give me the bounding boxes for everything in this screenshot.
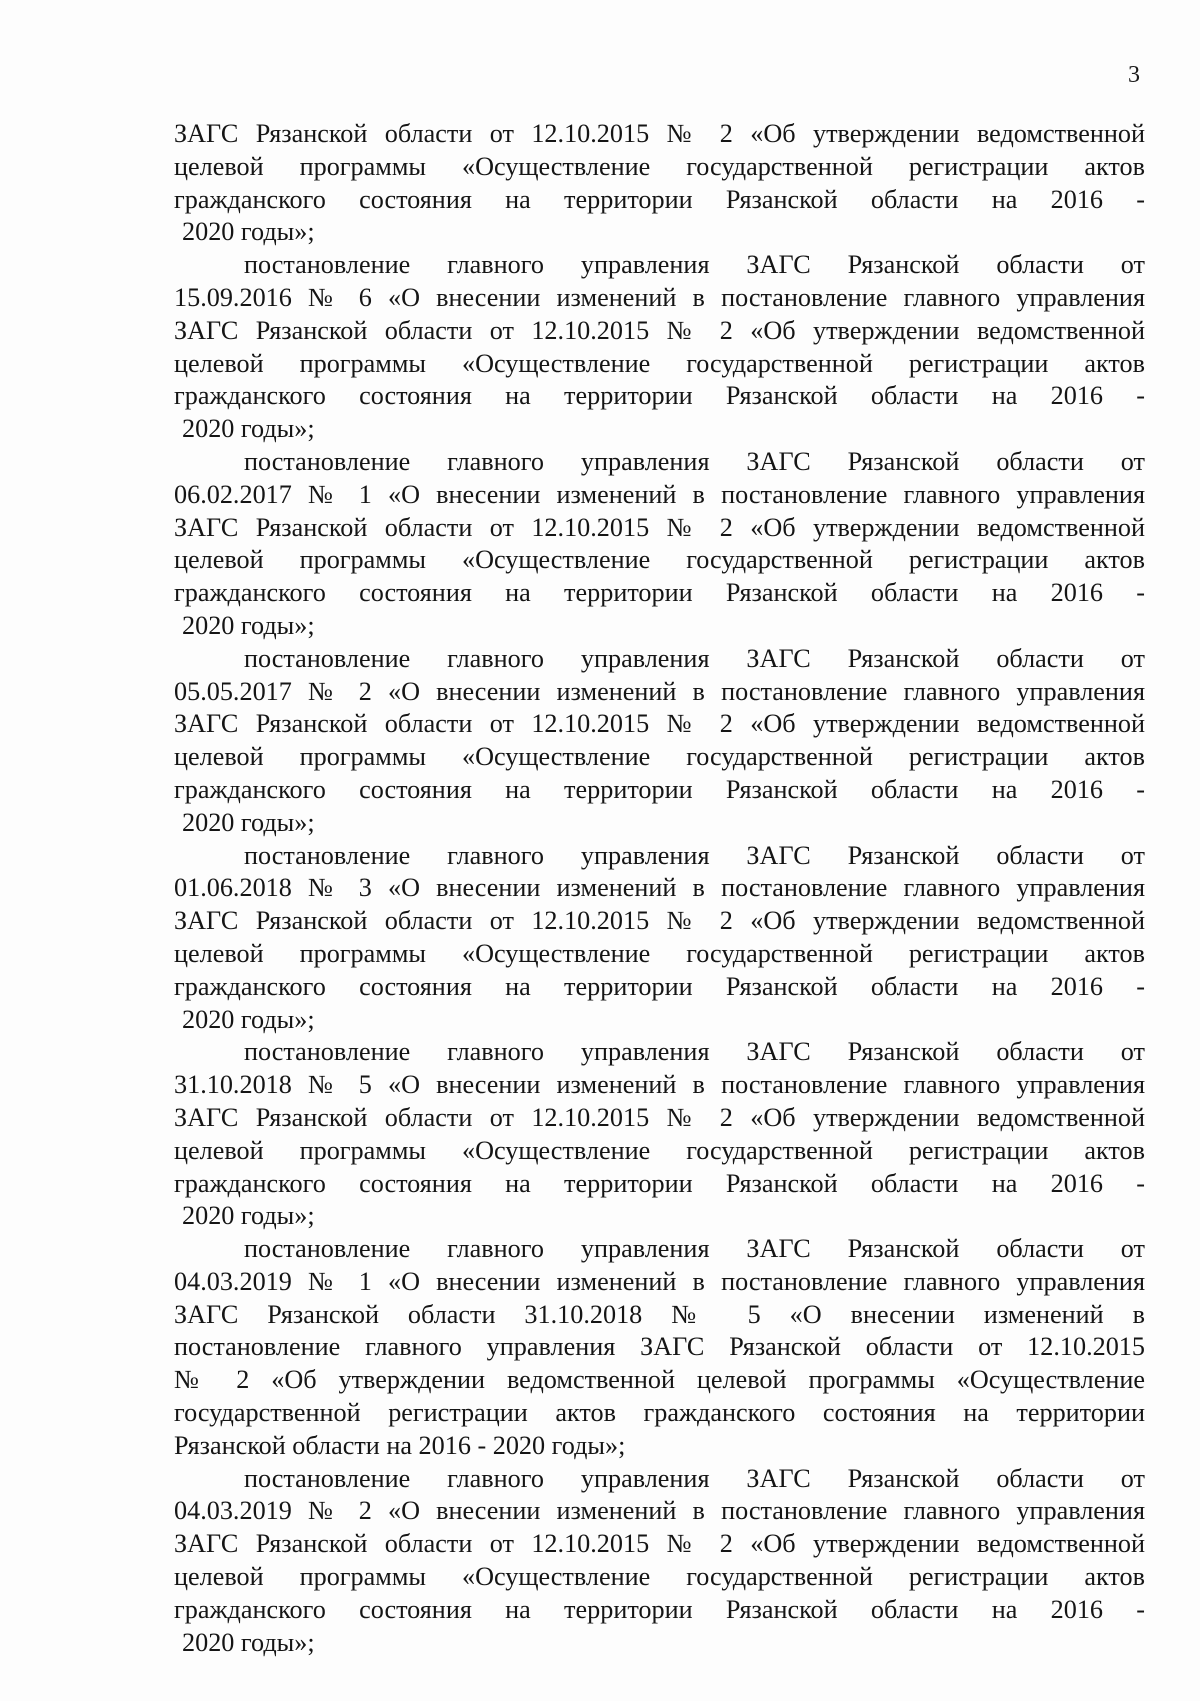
text-line: гражданского состояния на территории Рязанской области на 2016 - [174,184,1145,214]
paragraph-first-line: постановление главного управления ЗАГС Рязанской области от [244,1463,1145,1493]
text-line: Рязанской области на 2016 - 2020 годы»; [174,1430,626,1460]
text-line: гражданского состояния на территории Рязанской области на 2016 - [174,381,1145,411]
text-line: 04.03.2019 № 2 «О внесении изменений в постановление главного управления [174,1496,1145,1526]
paragraph-first-line: постановление главного управления ЗАГС Рязанской области от [244,643,1145,673]
text-line: гражданского состояния на территории Рязанской области на 2016 - [174,774,1145,804]
text-line: ЗАГС Рязанской области от 12.10.2015 № 2 «Об утверждении ведомственной [174,1529,1145,1559]
document-body [174,118,1145,1659]
text-line: целевой программы «Осуществление государственной регистрации актов [174,348,1145,378]
text-line: целевой программы «Осуществление государственной регистрации актов [174,545,1145,575]
text-line: гражданского состояния на территории Рязанской области на 2016 - [174,1168,1145,1198]
page-number: 3 [1128,62,1140,88]
text-line: целевой программы «Осуществление государственной регистрации актов [174,1135,1145,1165]
text-line: 15.09.2016 № 6 «О внесении изменений в постановление главного управления [174,282,1145,312]
text-line: ЗАГС Рязанской области от 12.10.2015 № 2 «Об утверждении ведомственной [174,709,1145,739]
text-line: ЗАГС Рязанской области от 12.10.2015 № 2 «Об утверждении ведомственной [174,906,1145,936]
text-line: гражданского состояния на территории Рязанской области на 2016 - [174,1594,1145,1624]
text-line: 2020 годы»; [182,1004,315,1034]
paragraph-first-line: постановление главного управления ЗАГС Рязанской области от [244,250,1145,280]
text-line: целевой программы «Осуществление государственной регистрации актов [174,1562,1145,1592]
text-line: 2020 годы»; [182,1627,315,1657]
text-line: ЗАГС Рязанской области от 12.10.2015 № 2 «Об утверждении ведомственной [174,315,1145,345]
text-line: 2020 годы»; [182,610,315,640]
text-line: целевой программы «Осуществление государственной регистрации актов [174,938,1145,968]
text-line: № 2 «Об утверждении ведомственной целевой программы «Осуществление [174,1365,1145,1395]
text-line: ЗАГС Рязанской области 31.10.2018 № 5 «О внесении изменений в [174,1299,1145,1329]
text-line: ЗАГС Рязанской области от 12.10.2015 № 2 «Об утверждении ведомственной [174,512,1145,542]
text-line: постановление главного управления ЗАГС Рязанской области от 12.10.2015 [174,1332,1145,1362]
text-line: целевой программы «Осуществление государственной регистрации актов [174,151,1145,181]
text-line: 01.06.2018 № 3 «О внесении изменений в постановление главного управления [174,873,1145,903]
text-line: 04.03.2019 № 1 «О внесении изменений в постановление главного управления [174,1266,1145,1296]
text-line: 2020 годы»; [182,414,315,444]
text-line: гражданского состояния на территории Рязанской области на 2016 - [174,578,1145,608]
text-line: ЗАГС Рязанской области от 12.10.2015 № 2 «Об утверждении ведомственной [174,1102,1145,1132]
paragraph-first-line: постановление главного управления ЗАГС Рязанской области от [244,1234,1145,1264]
text-line: государственной регистрации актов гражданского состояния на территории [174,1398,1145,1428]
text-line: 2020 годы»; [182,1201,315,1231]
text-line: целевой программы «Осуществление государственной регистрации актов [174,742,1145,772]
text-line: 06.02.2017 № 1 «О внесении изменений в постановление главного управления [174,479,1145,509]
text-line: 05.05.2017 № 2 «О внесении изменений в постановление главного управления [174,676,1145,706]
text-line: 2020 годы»; [182,807,315,837]
paragraph-first-line: постановление главного управления ЗАГС Рязанской области от [244,840,1145,870]
paragraph-first-line: постановление главного управления ЗАГС Рязанской области от [244,446,1145,476]
text-line: ЗАГС Рязанской области от 12.10.2015 № 2 «Об утверждении ведомственной [174,119,1145,148]
text-line: 31.10.2018 № 5 «О внесении изменений в постановление главного управления [174,1070,1145,1100]
text-line: гражданского состояния на территории Рязанской области на 2016 - [174,971,1145,1001]
text-line: 2020 годы»; [182,217,315,247]
paragraph-first-line: постановление главного управления ЗАГС Рязанской области от [244,1037,1145,1067]
